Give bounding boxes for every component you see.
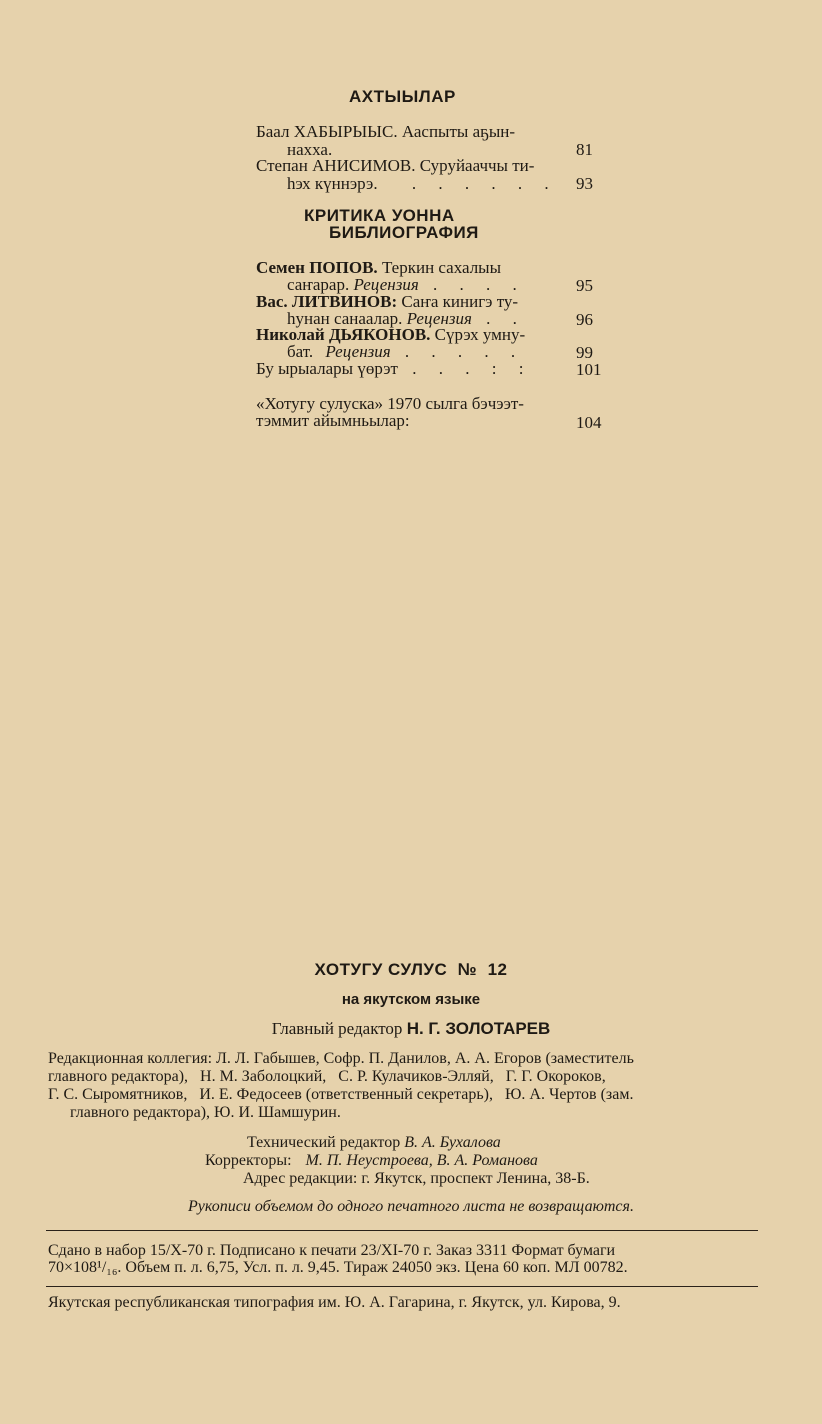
toc-genre: Рецензия (353, 275, 419, 294)
toc-entry-text: «Хотугу сулуска» 1970 сылга бэчээт- (256, 394, 524, 413)
toc-author: Николай ДЬЯКОНОВ. (256, 325, 431, 344)
toc-entry-2-line1 (256, 156, 534, 175)
toc-author: Семен ПОПОВ. (256, 258, 378, 277)
section-title-critique-line2: БИБЛИОГРАФИЯ (329, 223, 479, 242)
printer-line: Якутская республиканская типография им. Ю. А. Гагарина, г. Якутск, ул. Кирова, 9. (48, 1294, 621, 1311)
toc-leader-dots: . . . . . . (411, 174, 558, 193)
toc-page-number: 95 (576, 276, 593, 295)
editorial-board-line: главного редактора), Ю. И. Шамшурин. (70, 1104, 341, 1121)
toc-entry-text: Степан АНИСИМОВ. Суруйааччы ти- (256, 156, 535, 175)
toc-entry-text: бат. (287, 342, 314, 361)
divider-rule-bottom (46, 1286, 758, 1287)
toc-entry-text: Бу ырыалары үөрэт (256, 359, 398, 378)
toc-leader-dots: . . . . . (404, 342, 525, 361)
toc-entry-text: Саҥа кинигэ ту- (401, 292, 519, 311)
imprint-title: ХОТУГУ СУЛУС № 12 (314, 960, 508, 979)
section-title-akhtyylar: АХТЫЫЛАР (349, 87, 456, 106)
editorial-board (48, 1050, 760, 1122)
toc-page-number: 99 (576, 343, 593, 362)
tech-editor-label: Технический редактор (247, 1134, 401, 1151)
toc-entry-2-line2 (287, 174, 558, 193)
editorial-board-line: Г. С. Сыромятников, И. Е. Федосеев (ответственный секретарь), Ю. А. Чертов (зам. (48, 1086, 634, 1103)
toc-entry-text: саҥарар. (287, 275, 350, 294)
toc-leader-dots: . . (486, 309, 526, 328)
toc-genre: Рецензия (406, 309, 472, 328)
correctors (205, 1152, 538, 1170)
toc-entry-text: һэх күннэрэ. (287, 174, 378, 193)
print-details-line2: 70×108¹/₁₆. Объем п. л. 6,75, Усл. п. л. 9,45. Тираж 24050 экз. Цена 60 коп. МЛ 00782. (48, 1259, 628, 1276)
section-title-critique-line1: КРИТИКА УОННА (304, 206, 455, 225)
editorial-board-line: Редакционная коллегия: Л. Л. Габышев, Софр. П. Данилов, А. А. Егоров (заместитель (48, 1050, 634, 1067)
correctors-names: М. П. Неустроева, В. А. Романова (305, 1152, 538, 1169)
toc-leader-dots: . . . . (433, 275, 526, 294)
divider-rule-top (46, 1230, 758, 1231)
chief-editor-label: Главный редактор (271, 1019, 403, 1038)
toc-entry-text: Баал ХАБЫРЫЫС. Ааспыты аҕын- (256, 122, 516, 141)
editorial-board-line: главного редактора), Н. М. Заболоцкий, С. Р. Кулачиков-Элляй, Г. Г. Окороков, (48, 1068, 606, 1085)
toc-entry-1-line1 (256, 122, 515, 141)
tech-editor-name: В. А. Бухалова (404, 1134, 501, 1151)
editorial-address: Адрес редакции: г. Якутск, проспект Ленина, 38-Б. (243, 1170, 590, 1187)
toc-entry-text: һунан санаалар. (287, 309, 403, 328)
correctors-label: Корректоры: (205, 1152, 292, 1169)
toc-entry-text: Сүрэх умну- (434, 325, 526, 344)
manuscripts-note: Рукописи объемом до одного печатного листа не возвращаются. (188, 1198, 634, 1215)
toc-author: Вас. ЛИТВИНОВ: (256, 292, 398, 311)
toc-entry-text: нахха. (287, 140, 333, 159)
chief-editor (0, 1019, 822, 1039)
print-details-line1: Сдано в набор 15/X-70 г. Подписано к печати 23/XI-70 г. Заказ 3311 Формат бумаги (48, 1242, 616, 1259)
toc-page-number: 101 (576, 360, 602, 379)
toc-entry-7-line2 (256, 411, 410, 430)
toc-page-number: 104 (576, 413, 602, 432)
toc-leader-dots: . . . : : (412, 359, 533, 378)
toc-page-number: 93 (576, 174, 593, 193)
toc-page-number: 81 (576, 140, 593, 159)
toc-entry-6 (256, 359, 532, 378)
imprint-subtitle: на якутском языке (341, 991, 481, 1008)
toc-entry-text: тэммит айымньылар: (256, 411, 410, 430)
toc-entry-text: Теркин сахалыы (381, 258, 502, 277)
chief-editor-name: Н. Г. ЗОЛОТАРЕВ (406, 1019, 551, 1038)
toc-genre: Рецензия (325, 342, 391, 361)
toc-page-number: 96 (576, 310, 593, 329)
tech-editor (247, 1134, 501, 1152)
